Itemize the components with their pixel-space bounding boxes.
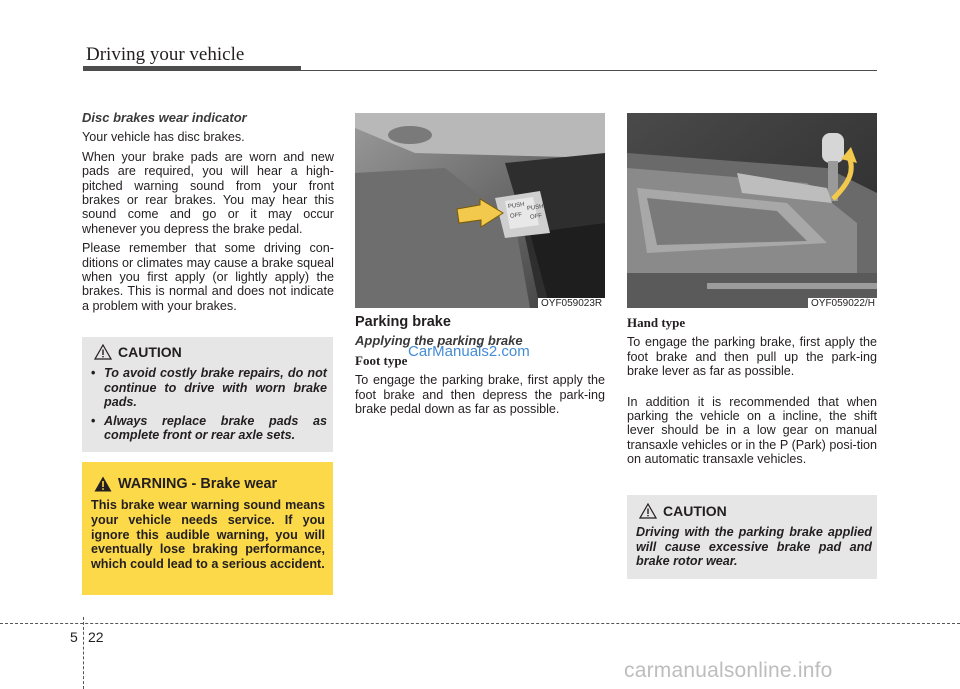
hand-type-heading: Hand type (627, 315, 686, 330)
foot-brake-drawing (355, 113, 605, 308)
warning-triangle-icon (94, 476, 112, 492)
page-number: 22 (88, 629, 104, 645)
footer-divider (83, 617, 85, 689)
image-code-foot: OYF059023R (538, 298, 605, 309)
caution-triangle-icon (94, 344, 112, 360)
disc-brakes-p3: Please remember that some driving con-ditions or climates may cause a brake squeal when you first apply (or lightly apply) the brakes. This is normal and does not indicate a problem with your brakes. (82, 241, 334, 313)
warning-text: This brake wear warning sound means your vehicle needs service. If you ignore this audible warning, you will eventually lose braking performance, which could lead to a serious accident. (91, 498, 325, 572)
foot-type-heading: Foot type (355, 352, 408, 368)
caution-item: • To avoid costly brake repairs, do not continue to drive with worn brake pads. (91, 366, 327, 410)
caution-list (91, 366, 327, 447)
pedal-label-push-2: PUSH (526, 203, 545, 213)
hand-brake-illustration (627, 113, 877, 308)
warning-header (94, 476, 277, 492)
carmanuals-watermark: CarManuals2.com (408, 343, 530, 360)
header-rule-thin (301, 70, 877, 71)
section-number: 5 (70, 629, 78, 645)
image-code-hand: OYF059022/H (808, 298, 878, 309)
pedal-label-off-2: OFF (529, 213, 543, 221)
hand-type-section (627, 316, 877, 472)
hand-brake-drawing (627, 113, 877, 308)
caution-header (639, 503, 727, 519)
foot-brake-illustration (355, 113, 605, 308)
hand-type-text: To engage the parking brake, first apply the foot brake and then pull up the park-ing brake lever as far as possible. (627, 335, 877, 379)
warning-box-brake-wear (82, 462, 333, 595)
caution-title: CAUTION (118, 344, 182, 360)
caution-triangle-icon (639, 503, 657, 519)
parking-brake-section (355, 315, 605, 421)
page-header-title: Driving your vehicle (86, 44, 245, 65)
footer-watermark: carmanualsonline.info (624, 659, 833, 682)
caution-box-brake-pads (82, 337, 333, 452)
caution-title: CAUTION (663, 503, 727, 519)
disc-brakes-p2: When your brake pads are worn and new pads are required, you will hear a high-pitched warning sound from your front brakes or rear brakes. You may hear this sound come and go or it may occur whenever you depress the brake pedal. (82, 149, 334, 236)
disc-brakes-section (82, 111, 334, 318)
caution-header (94, 344, 182, 360)
caution-box-parking-brake (627, 495, 877, 579)
header-rule-thick (83, 66, 301, 71)
disc-brakes-p1: Your vehicle has disc brakes. (82, 130, 245, 145)
caution-item: • Always replace brake pads as complete front or rear axle sets. (91, 414, 327, 443)
pedal-label-off: OFF (509, 212, 523, 220)
parking-brake-title: Parking brake (355, 314, 451, 330)
incline-text: In addition it is recommended that when parking the vehicle on a incline, the shift lever should be in a low gear on manual transaxle vehicles or in the P (Park) posi-tion on automatic transaxle vehicles. (627, 394, 877, 467)
foot-type-text: To engage the parking brake, first apply the foot brake and then depress the park-ing brake pedal down as far as possible. (355, 373, 605, 417)
warning-title: WARNING - Brake wear (118, 476, 278, 492)
pedal-label-push: PUSH (507, 201, 526, 211)
caution-text: Driving with the parking brake applied will cause excessive brake pad and brake rotor wear. (636, 525, 872, 569)
footer-rule (0, 623, 960, 624)
disc-brakes-heading: Disc brakes wear indicator (82, 110, 247, 125)
parking-brake-subtitle: Applying the parking brake (355, 333, 523, 349)
